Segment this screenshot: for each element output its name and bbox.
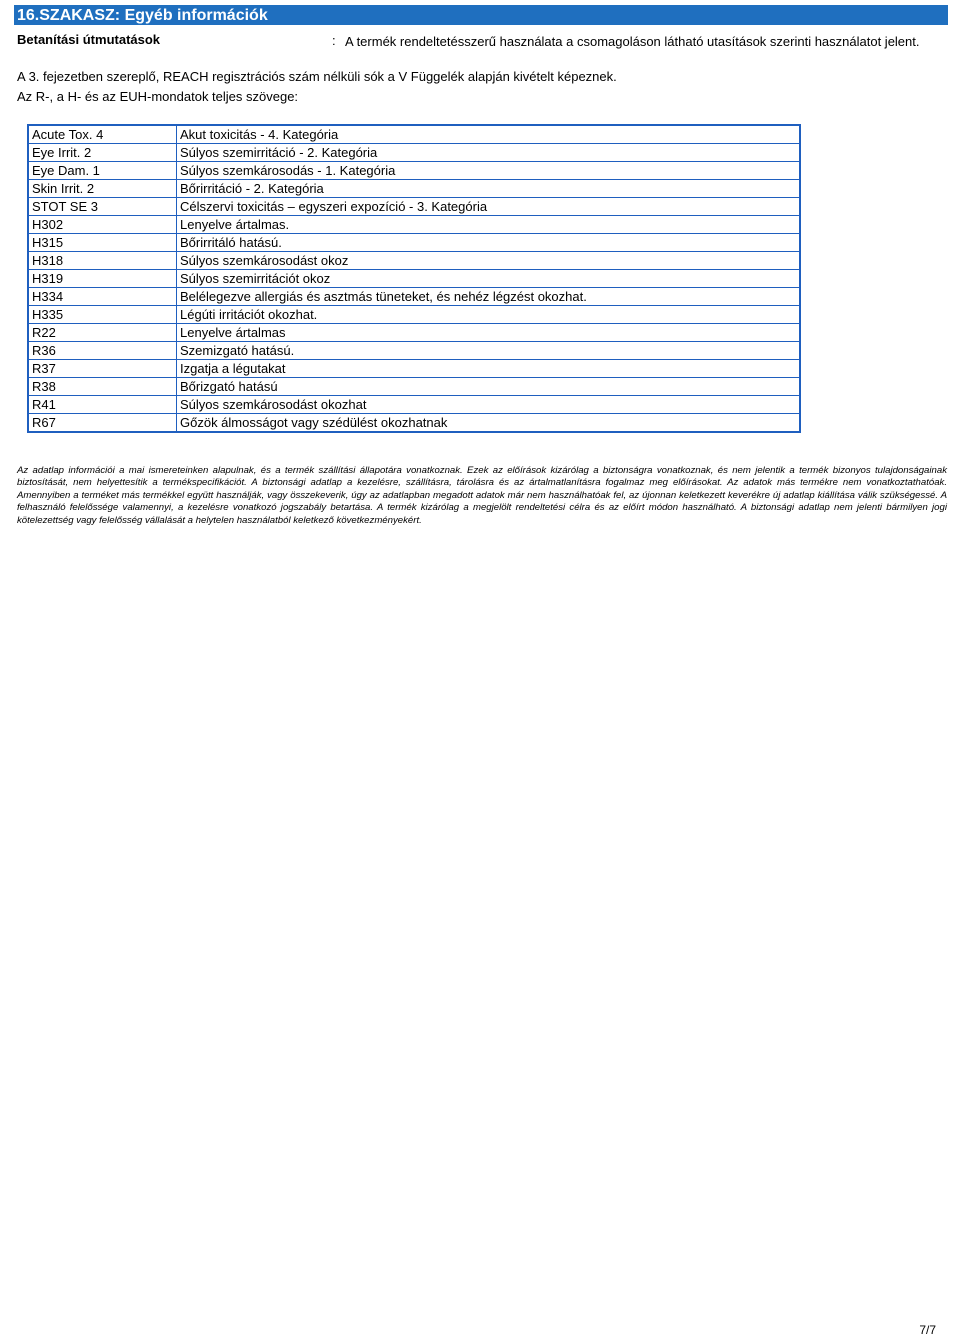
phrase-text: Lenyelve ártalmas xyxy=(176,323,800,341)
phrase-text: Szemizgató hatású. xyxy=(176,341,800,359)
phrase-text: Akut toxicitás - 4. Kategória xyxy=(176,125,800,143)
phrase-code: STOT SE 3 xyxy=(28,197,176,215)
phrase-text: Lenyelve ártalmas. xyxy=(176,215,800,233)
phrase-text: Súlyos szemirritáció - 2. Kategória xyxy=(176,143,800,161)
table-row xyxy=(28,359,800,377)
table-row xyxy=(28,395,800,413)
phrase-text: Bőrirritáció - 2. Kategória xyxy=(176,179,800,197)
table-row xyxy=(28,161,800,179)
phrase-code: H302 xyxy=(28,215,176,233)
page-number: 7/7 xyxy=(919,1323,936,1337)
phrase-table xyxy=(27,124,801,433)
phrase-code: R38 xyxy=(28,377,176,395)
phrase-text: Gőzök álmosságot vagy szédülést okozhatnak xyxy=(176,413,800,432)
phrase-code: R67 xyxy=(28,413,176,432)
table-row xyxy=(28,305,800,323)
phrase-text: Súlyos szemkárosodást okozhat xyxy=(176,395,800,413)
table-row xyxy=(28,143,800,161)
table-row xyxy=(28,341,800,359)
phrase-code: H318 xyxy=(28,251,176,269)
phrase-code: R37 xyxy=(28,359,176,377)
phrase-code: R41 xyxy=(28,395,176,413)
reach-note: A 3. fejezetben szereplő, REACH regisztrációs szám nélküli sók a V Függelék alapján kivételt képeznek. xyxy=(17,69,617,84)
table-row xyxy=(28,197,800,215)
training-colon: : xyxy=(332,33,336,48)
table-row xyxy=(28,215,800,233)
table-row xyxy=(28,251,800,269)
phrase-code: H315 xyxy=(28,233,176,251)
phrase-text: Izgatja a légutakat xyxy=(176,359,800,377)
training-label: Betanítási útmutatások xyxy=(17,32,161,47)
phrase-code: Eye Dam. 1 xyxy=(28,161,176,179)
phrase-code: Eye Irrit. 2 xyxy=(28,143,176,161)
phrase-text: Bőrirritáló hatású. xyxy=(176,233,800,251)
phrase-text: Légúti irritációt okozhat. xyxy=(176,305,800,323)
phrase-code: R22 xyxy=(28,323,176,341)
phrases-heading: Az R-, a H- és az EUH-mondatok teljes szövege: xyxy=(17,89,299,104)
phrase-text: Belélegezve allergiás és asztmás tüneteket, és nehéz légzést okozhat. xyxy=(176,287,800,305)
phrase-code: R36 xyxy=(28,341,176,359)
table-row xyxy=(28,323,800,341)
phrase-code: H319 xyxy=(28,269,176,287)
disclaimer-text: Az adatlap információi a mai ismereteinken alapulnak, és a termék szállítási állapotára vonatkoznak. Ezek az előírások kizárólag a biztonságra vonatkoznak, és nem jelentik a termék bizonyos tulajdonságainak biztosítását, nem helyettesítik a termékspecifikációt. A biztonsági adatlap a kezelésre, szállításra, tárolásra és az ártalmatlanításra fogalmaz meg előírásokat. Az adatok más termékre nem vonatkoztathatóak. Amennyiben a terméket más termékkel együtt használják, vagy összekeverik, úgy az adatlapban megadott adatok már nem használhatóak fel, az újonnan keletkezett keverékre új adatlap kiállítása válik szükségessé. A felhasználó felelőssége valamennyi, a kezelésre vonatkozó jogszabály betartása. A termék kizárólag a megjelölt rendeltetési célra és az előírt módon használható. A biztonsági adatlap nem jelenti bármilyen jogi kötelezettség vagy felelősség vállalását a helytelen használatból keletkező következményekért. xyxy=(17,465,947,526)
table-row xyxy=(28,413,800,432)
phrase-text: Súlyos szemkárosodást okoz xyxy=(176,251,800,269)
phrase-table-body xyxy=(28,125,800,432)
table-row xyxy=(28,269,800,287)
phrase-code: Acute Tox. 4 xyxy=(28,125,176,143)
table-row xyxy=(28,287,800,305)
phrase-code: H334 xyxy=(28,287,176,305)
section-title: 16.SZAKASZ: Egyéb információk xyxy=(14,5,948,25)
phrase-code: H335 xyxy=(28,305,176,323)
phrase-text: Súlyos szemirritációt okoz xyxy=(176,269,800,287)
phrase-text: Célszervi toxicitás – egyszeri expozíció - 3. Kategória xyxy=(176,197,800,215)
phrase-text: Bőrizgató hatású xyxy=(176,377,800,395)
table-row xyxy=(28,125,800,143)
phrase-text: Súlyos szemkárosodás - 1. Kategória xyxy=(176,161,800,179)
table-row xyxy=(28,179,800,197)
training-text: A termék rendeltetésszerű használata a csomagoláson látható utasítások szerinti használatot jelent. xyxy=(345,34,920,49)
table-row xyxy=(28,233,800,251)
table-row xyxy=(28,377,800,395)
phrase-code: Skin Irrit. 2 xyxy=(28,179,176,197)
